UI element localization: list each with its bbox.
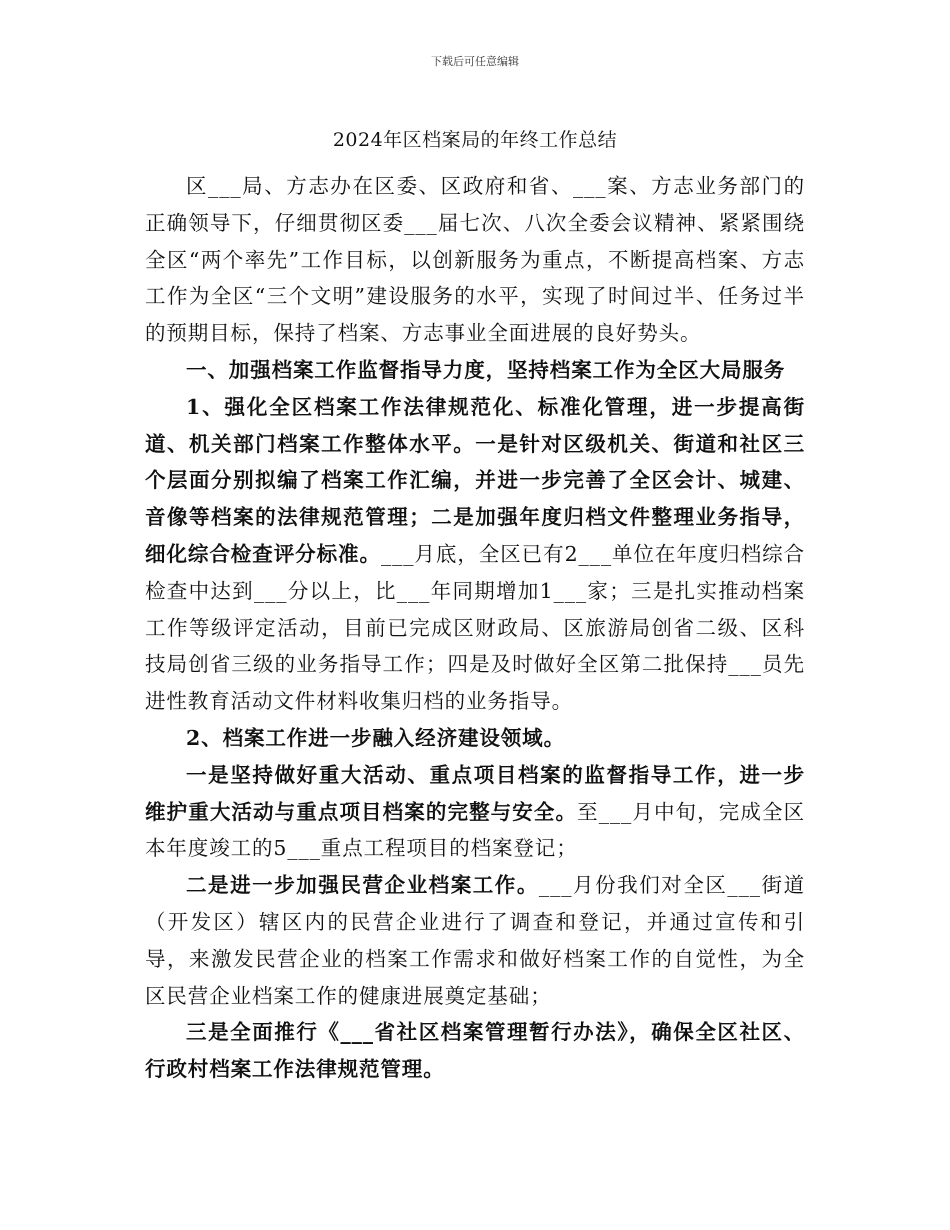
paragraph-point-3 (145, 1014, 805, 1088)
paragraph-text: 三是全面推行《___省社区档案管理暂行办法》，确保全区社区、行政村档案工作法律规范管理。 (145, 1020, 805, 1082)
paragraph-text-bold: 一是坚持做好重大活动、重点项目档案的监督指导工作，进一步维护重大活动与重点项目档案的完整与安全。 (145, 762, 805, 824)
paragraph-text: ___月底，全区已有2___单位在年度归档综合检查中达到___分以上，比___年同期增加1___家；三是扎实推动档案工作等级评定活动，目前已完成区财政局、区旅游局创省二级、区科技局创省三级的业务指导工作；四是及时做好全区第二批保持___员先进性教育活动文件材料收集归档的业务指导。 (145, 541, 805, 714)
paragraph-point-1 (145, 757, 805, 867)
paragraph-text: 2、档案工作进一步融入经济建设领域。 (186, 725, 565, 750)
paragraph-item-1 (145, 389, 805, 720)
paragraph-text: ___月份我们对全区___街道（开发区）辖区内的民营企业进行了调查和登记，并通过宣传和引导，来激发民营企业的档案工作需求和做好档案工作的自觉性，为全区民营企业档案工作的健康进展奠定基础； (145, 873, 805, 1008)
paragraph-text: 区___局、方志办在区委、区政府和省、___案、方志业务部门的正确领导下，仔细贯彻区委___届七次、八次全委会议精神、紧紧围绕全区“两个率先”工作目标，以创新服务为重点，不断提高档案、方志工作为全区“三个文明”建设服务的水平，实现了时间过半、任务过半的预期目标，保持了档案、方志事业全面进展的良好势头。 (145, 174, 805, 346)
paragraph-text: 至___月中旬，完成全区本年度竣工的5___重点工程项目的档案登记； (145, 799, 805, 861)
document-body (145, 168, 805, 1088)
header-note: 下载后可任意编辑 (431, 55, 519, 68)
paragraph-text-bold: 二是进一步加强民营企业档案工作。 (186, 873, 539, 898)
paragraph-intro (145, 168, 805, 352)
paragraph-text-bold: 1、强化全区档案工作法律规范化、标准化管理，进一步提高街道、机关部门档案工作整体水平。一是针对区级机关、街道和社区三个层面分别拟编了档案工作汇编，并进一步完善了全区会计、城建、音像等档案的法律规范管理；二是加强年度归档文件整理业务指导，细化综合检查评分标准。 (145, 394, 805, 566)
paragraph-item-2-heading (145, 720, 805, 757)
document-title: 2024年区档案局的年终工作总结 (332, 129, 618, 151)
section-heading-1 (145, 352, 805, 389)
paragraph-text: 一、加强档案工作监督指导力度，坚持档案工作为全区大局服务 (186, 357, 786, 382)
paragraph-point-2 (145, 867, 805, 1014)
